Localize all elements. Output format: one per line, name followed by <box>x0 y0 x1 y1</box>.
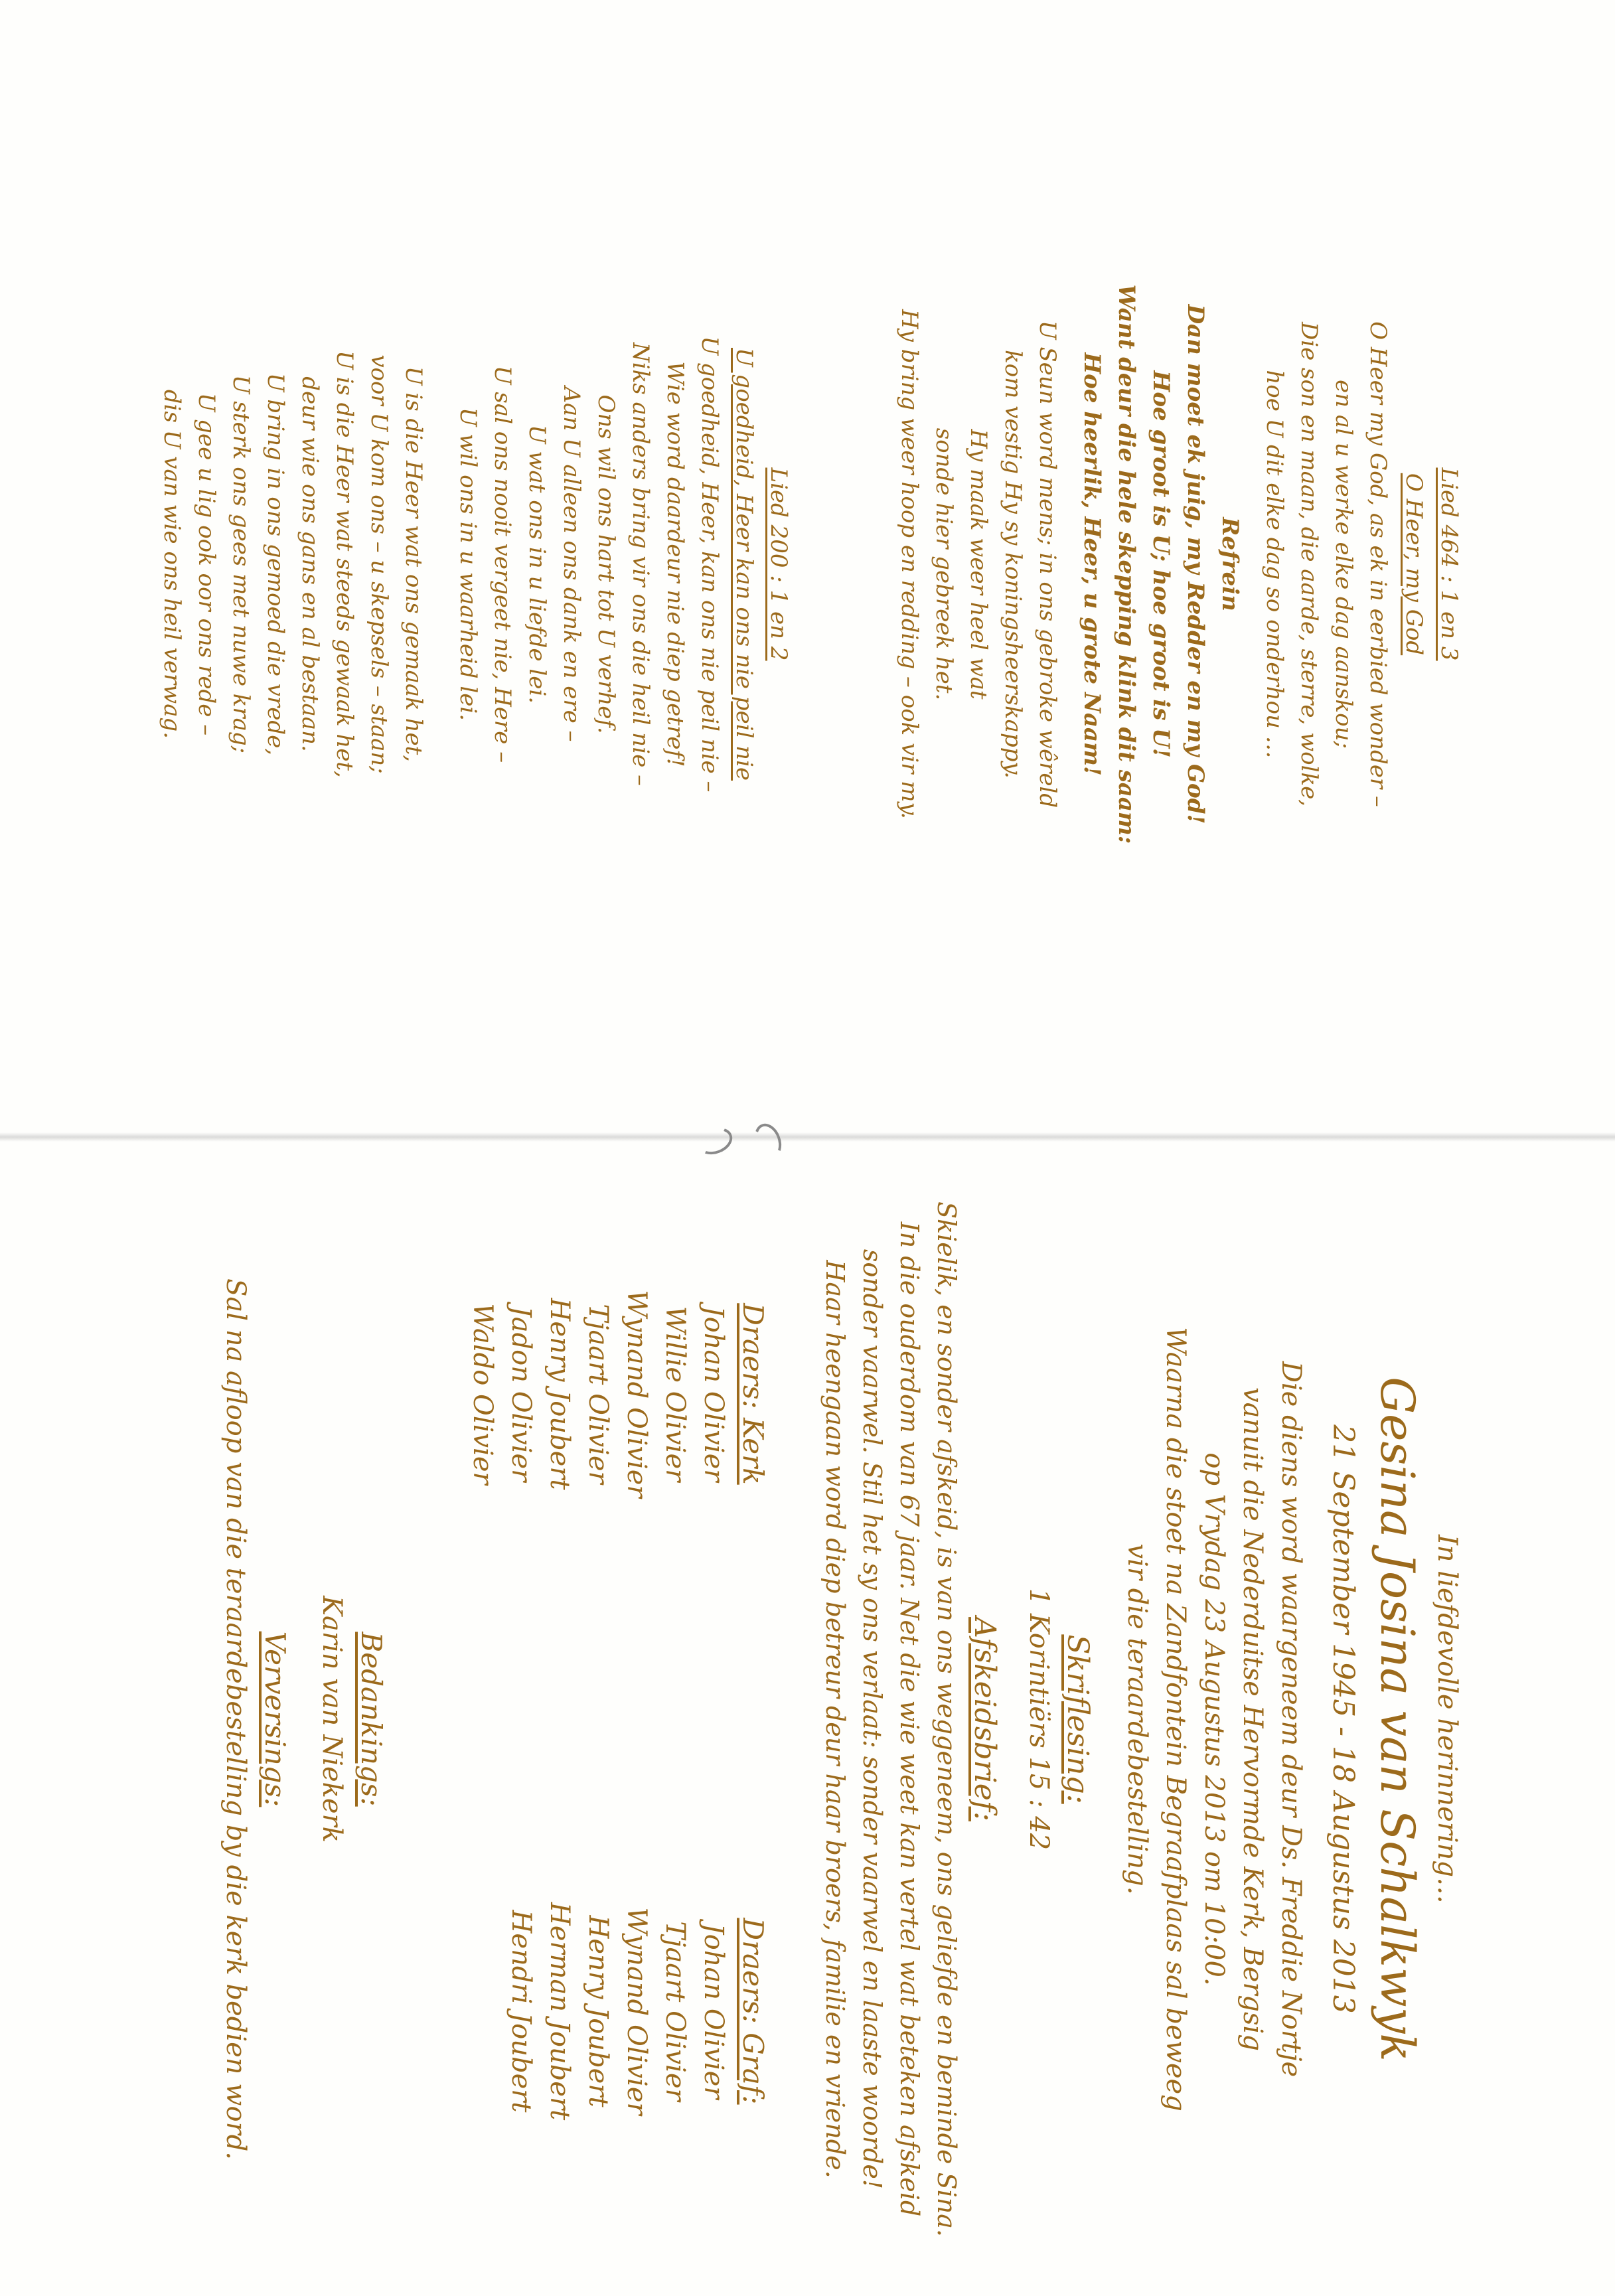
hymn2-v2-line4: deur wie ons gans en al bestaan. <box>297 376 323 752</box>
refrain-heading: Refrein <box>1217 517 1243 611</box>
thanks-name: Karin van Niekerk <box>317 1596 347 1843</box>
hymn1-v3-line4: sonde hier gebreek het. <box>931 427 957 701</box>
hymn2-v2-line6: U sterk ons gees met nuwe krag; <box>228 374 254 754</box>
hymn2-v2-line2: voor U kom ons – u skepsels – staan; <box>366 354 392 774</box>
intro-text: In liefdevolle herinnering… <box>1432 1534 1462 1904</box>
bearer-church-5: Henry Joubert <box>544 1298 575 1490</box>
bearer-church-4: Tjaart Olivier <box>583 1304 613 1484</box>
bearer-grave-5: Herman Joubert <box>544 1902 575 2121</box>
hymn1-v1-line2: en al u werke elke dag aanskou; <box>1330 380 1357 749</box>
hymn2-v1-line2: Wie word daardeur nie diep getref! <box>662 361 688 767</box>
refrain-line2: Hoe groot is U; hoe groot is U! <box>1148 370 1174 758</box>
hymn1-v3-line1: U Seun word mens; in ons gebroke wêreld <box>1034 320 1061 808</box>
reading-heading: Skriflesing: <box>1061 1634 1095 1804</box>
hymn1-v1-line4: hoe U dit elke dag so onderhou … <box>1261 370 1288 759</box>
hymn2-v2-line7: U gee u lig ook oor ons rede – <box>193 392 220 736</box>
farewell-line-4: Haar heengaan word diep betreur deur haar broers, familie en vriende. <box>820 1260 850 2179</box>
hymn1-v3-line2: kom vestig Hy sy koningsheerskappy. <box>1000 350 1026 779</box>
hymn2-v2-line8: dis U van wie ons heil verwag. <box>159 389 185 739</box>
hymn2-v2-line3: U is die Heer wat steeds gewaak het, <box>331 350 358 778</box>
refreshments-heading: Verversings: <box>259 1631 291 1807</box>
refrain-line3: Want deur die hele skepping klink dit saam: <box>1113 284 1140 844</box>
bearer-grave-6: Hendri Joubert <box>506 1910 536 2113</box>
hymns-panel <box>119 0 1613 1128</box>
hymn1-v3-line5: Hy bring weer hoop en redding – ook vir my. <box>896 309 923 819</box>
hymn1-v1-line3: Die son en maan, die aarde, sterre, wolke, <box>1296 321 1322 807</box>
hymn1-v3-line3: Hy maak weer heel wat <box>965 429 992 700</box>
service-line-5: vir die teraardebestelling. <box>1122 1543 1152 1895</box>
service-line-1: Die diens word waargeneem deur Ds. Freddie Nortje <box>1276 1361 1306 2078</box>
refrain-line4: Hoe heerlik, Heer, u grote Naam! <box>1079 352 1105 776</box>
hymn2-v1-line5: Aan U alleen ons dank en ere – <box>558 386 585 742</box>
front-panel <box>0 1142 1487 2296</box>
fold-crease <box>0 1132 1615 1142</box>
hymn2-v1-line6: U wat ons in u liefde lei. <box>524 424 550 704</box>
hymn2-heading: Lied 200 : 1 en 2 <box>765 467 792 661</box>
hymn1-heading: Lied 464 : 1 en 3 <box>1436 467 1462 661</box>
thanks-heading: Bedankings: <box>355 1632 388 1807</box>
bearers-grave-heading: Draers: Graf: <box>737 1918 769 2105</box>
farewell-heading: Afskeidsbrief: <box>968 1617 1002 1821</box>
hymn2-v1-line3: Niks anders bring vir ons die heil nie – <box>627 342 654 786</box>
bearer-grave-3: Wynand Olivier <box>621 1907 652 2115</box>
bearer-grave-2: Tjaart Olivier <box>660 1921 690 2102</box>
refreshments-text: Sal na afloop van die teraardebestelling by die kerk bedien word. <box>220 1278 251 2161</box>
bearer-church-3: Wynand Olivier <box>621 1290 652 1498</box>
bearer-church-7: Waldo Olivier <box>467 1303 498 1485</box>
hymn2-title: U goedheid, Heer kan ons nie peil nie <box>731 347 757 781</box>
reading-reference: 1 Korintiërs 15 : 42 <box>1024 1588 1054 1851</box>
farewell-line-2: In die ouderdom van 67 jaar. Net die wie weet kan vertel wat beteken afskeid <box>895 1221 924 2217</box>
farewell-line-3: sonder vaarwel. Stil het sy ons verlaat: sonder vaarwel en laaste woorde! <box>858 1249 887 2190</box>
farewell-line-1: Skielik, en sonder afskeid, is van ons weggeneem, ons geliefde en beminde Sina. <box>932 1201 961 2237</box>
bearer-grave-1: Johan Olivier <box>698 1923 729 2100</box>
hymn2-v1-line7: U sal ons nooit vergeet nie, Here – <box>489 365 516 763</box>
service-line-2: vanuit die Nederduitse Hervormde Kerk, Bergsig <box>1237 1387 1268 2051</box>
hymn1-title: O Heer, my God <box>1401 473 1427 656</box>
bearer-grave-4: Henry Joubert <box>583 1915 613 2107</box>
refrain-line1: Dan moet ek juig, my Redder en my God! <box>1182 304 1209 824</box>
hymn2-v1-line4: Ons wil ons hart tot U verhef. <box>593 394 619 734</box>
hymn2-v1-line1: U goedheid, Heer, kan ons nie peil nie – <box>696 336 723 793</box>
hymn2-v2-line5: U bring in ons gemoed die vrede, <box>262 372 289 756</box>
life-dates: 21 September 1945 - 18 Augustus 2013 <box>1326 1424 1360 2014</box>
bearer-church-1: Johan Olivier <box>698 1306 729 1482</box>
bearer-church-2: Willie Olivier <box>660 1306 690 1482</box>
hymn1-v1-line1: O Heer my God, as ek in eerbied wonder – <box>1365 321 1391 807</box>
bearers-church-heading: Draers: Kerk <box>737 1303 769 1485</box>
hymn2-v1-line8: U wil ons in u waarheid lei. <box>455 407 481 722</box>
hymn2-v2-line1: U is die Heer wat ons gemaak het, <box>400 366 427 763</box>
deceased-name: Gesina Josina van Schalkwyk <box>1370 1377 1424 2062</box>
service-line-4: Waarna die stoet na Zandfontein Begraafplaas sal beweeg <box>1160 1327 1191 2111</box>
bearer-church-6: Jadon Olivier <box>506 1306 536 1482</box>
service-line-3: op Vrydag 23 Augustus 2013 om 10:00. <box>1199 1452 1229 1986</box>
